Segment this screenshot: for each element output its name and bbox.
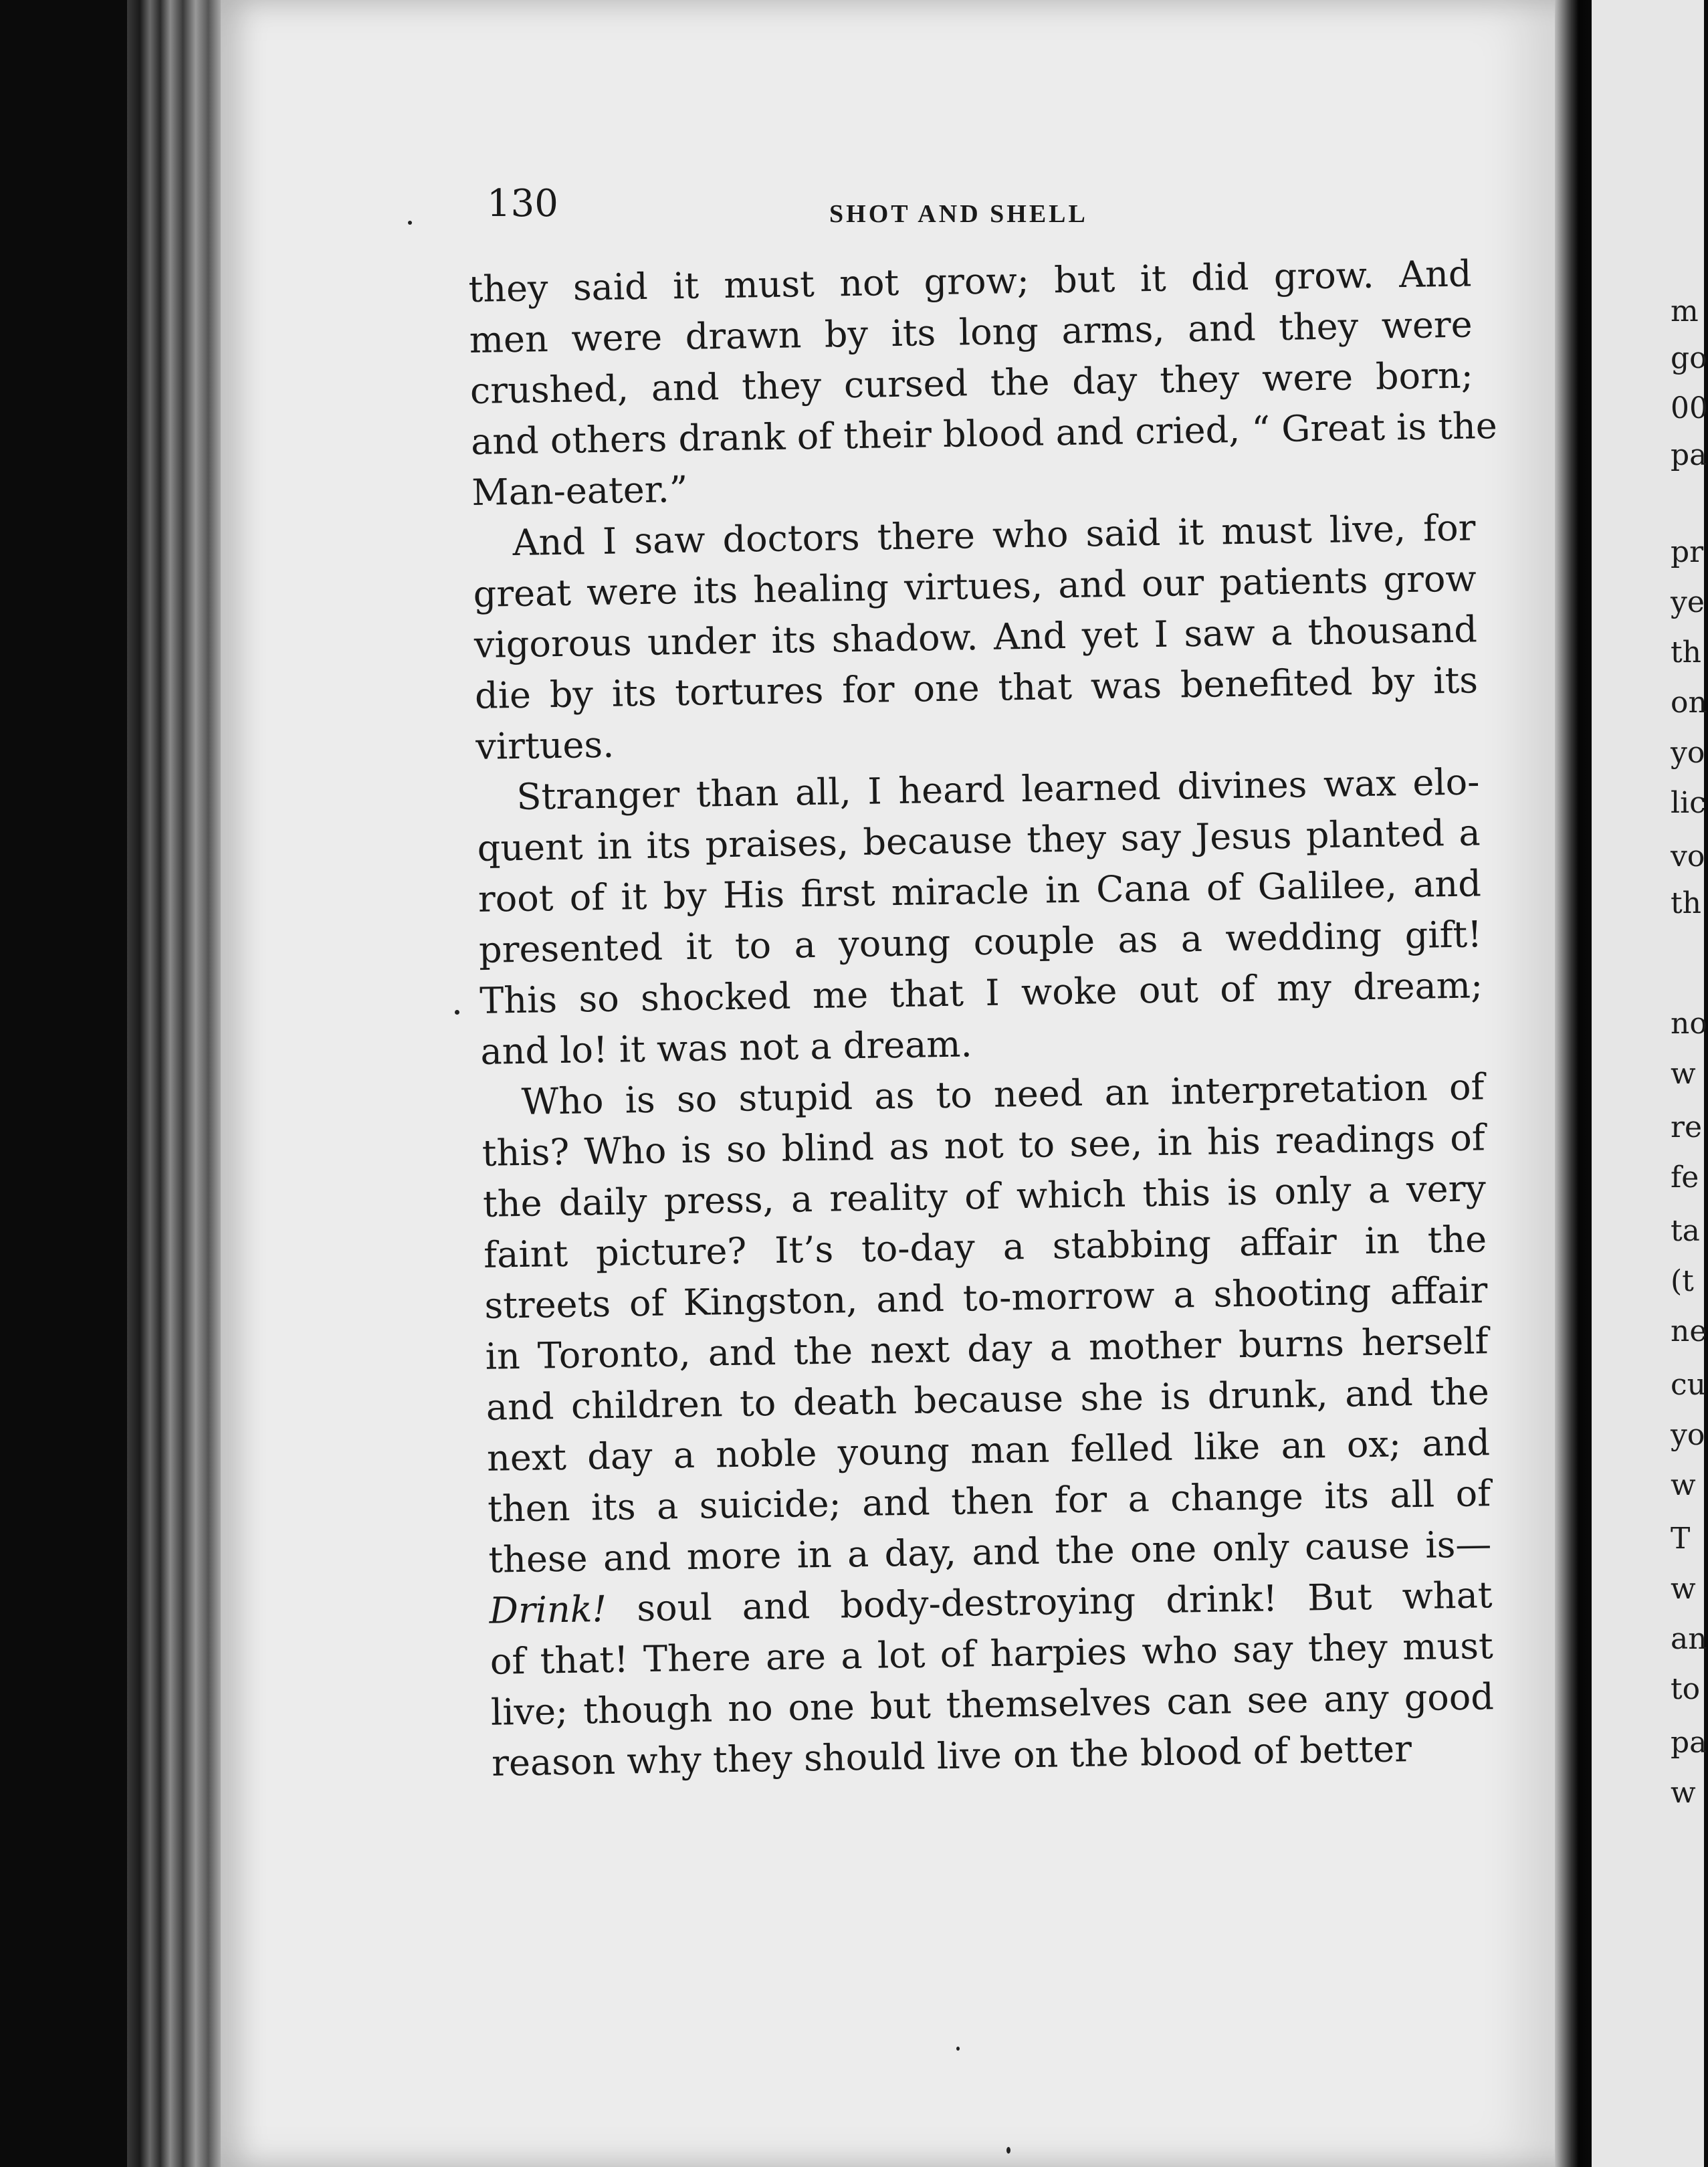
facing-page-fragment: lic — [1671, 786, 1706, 820]
text-line: reason why they should live on the blood of better — [491, 1728, 1412, 1784]
facing-page-fragment: to — [1671, 1672, 1701, 1706]
facing-page-fragment: ye — [1671, 585, 1705, 619]
facing-page-fragment: ta — [1671, 1214, 1700, 1248]
text-line: Man-eater.” — [471, 468, 688, 514]
text-line: And I saw doctors there who said it must live, for — [512, 506, 1476, 564]
scan-background — [0, 0, 127, 2167]
paragraph — [468, 248, 1498, 518]
text-line: great were its healing virtues, and our patients grow — [473, 557, 1477, 615]
scan-speck — [455, 1010, 459, 1015]
paragraph — [472, 502, 1479, 772]
facing-page-fragment: w — [1671, 1776, 1696, 1810]
running-head: SHOT AND SHELL — [829, 200, 1088, 228]
facing-page-fragment: go — [1671, 341, 1707, 375]
text-line: and others drank of their blood and cried, “ Great is the — [470, 404, 1498, 463]
text-line: crushed, and they cursed the day they were born; — [469, 354, 1474, 412]
facing-page-fragment: th — [1671, 635, 1702, 669]
scan-speck — [408, 221, 412, 225]
text-line: they said it must not grow; but it did grow. And — [468, 252, 1472, 310]
facing-page-fragment: m — [1671, 294, 1699, 328]
facing-page-fragment: (t — [1671, 1264, 1694, 1298]
text-line: root of it by His first miracle in Cana of Galilee, and — [477, 862, 1482, 920]
text-line: these and more in a day, and the one only cause is— — [488, 1523, 1492, 1581]
text-line: this? Who is so blind as not to see, in his readings of — [482, 1116, 1486, 1174]
facing-page-fragment: 00 — [1671, 391, 1708, 425]
page-gutter — [1555, 0, 1592, 2167]
text-line: in Toronto, and the next day a mother burns herself — [485, 1320, 1489, 1378]
text-line: faint picture? It’s to-day a stabbing affair in the — [483, 1218, 1487, 1276]
text-line: next day a noble young man felled like an ox; and — [486, 1421, 1491, 1479]
text-line: quent in its praises, because they say Jesus planted a — [477, 811, 1481, 869]
facing-page-fragment: T — [1671, 1522, 1691, 1556]
facing-page-fragment: yo — [1671, 1418, 1705, 1452]
text-line: die by its tortures for one that was benefited by its — [474, 659, 1479, 717]
facing-page-fragment: fe — [1671, 1160, 1699, 1195]
text-line: and children to death because she is drunk, and the — [486, 1370, 1490, 1429]
scan-speck — [956, 2047, 960, 2051]
text-line: Stranger than all, I heard learned divines wax elo- — [516, 760, 1480, 818]
text-line: Who is so stupid as to need an interpretation of — [521, 1065, 1485, 1123]
paragraph — [481, 1061, 1495, 1788]
paragraph — [476, 756, 1484, 1077]
facing-page-fragment: re — [1671, 1110, 1703, 1144]
facing-page-fragment: an — [1671, 1622, 1707, 1656]
text-line: virtues. — [475, 723, 615, 768]
facing-page-fragment: vo — [1671, 839, 1705, 873]
facing-page-fragment: pa — [1671, 438, 1707, 472]
facing-page-fragment: cu — [1671, 1368, 1706, 1402]
facing-page-fragment: th — [1671, 886, 1702, 920]
text-line: then its a suicide; and then for a change its all of — [487, 1472, 1491, 1530]
text-line: the daily press, a reality of which this is only a very — [482, 1167, 1487, 1225]
text-line: presented it to a young couple as a wedding gift! — [478, 913, 1483, 971]
facing-page-fragment: pa — [1671, 1726, 1707, 1760]
text-line: and lo! it was not a dream. — [480, 1023, 973, 1073]
text-line: streets of Kingston, and to-morrow a shooting affair — [484, 1269, 1488, 1327]
facing-page-fragment: w — [1671, 1468, 1696, 1502]
scan-speck — [1006, 2147, 1010, 2154]
facing-page-fragment: on — [1671, 686, 1707, 720]
text-line: live; though no one but themselves can see any good — [490, 1675, 1495, 1734]
page-number: 130 — [487, 182, 558, 225]
text-line: of that! There are a lot of harpies who say they must — [490, 1625, 1494, 1683]
facing-page-fragment: yo — [1671, 736, 1705, 770]
text-line: vigorous under its shadow. And yet I saw a thousand — [473, 608, 1478, 666]
facing-page-fragment: w — [1671, 1572, 1696, 1606]
facing-page-fragment: w — [1671, 1057, 1696, 1091]
facing-page-fragment: no — [1671, 1007, 1707, 1041]
text-line: Drink! soul and body-destroying drink! But what — [489, 1574, 1493, 1632]
facing-page-fragment: pr — [1671, 535, 1704, 569]
page-body-text — [468, 248, 1498, 1788]
text-line: This so shocked me that I woke out of my dream; — [479, 964, 1483, 1022]
facing-page-fragment: ne — [1671, 1314, 1707, 1348]
text-line: men were drawn by its long arms, and they were — [469, 303, 1473, 361]
